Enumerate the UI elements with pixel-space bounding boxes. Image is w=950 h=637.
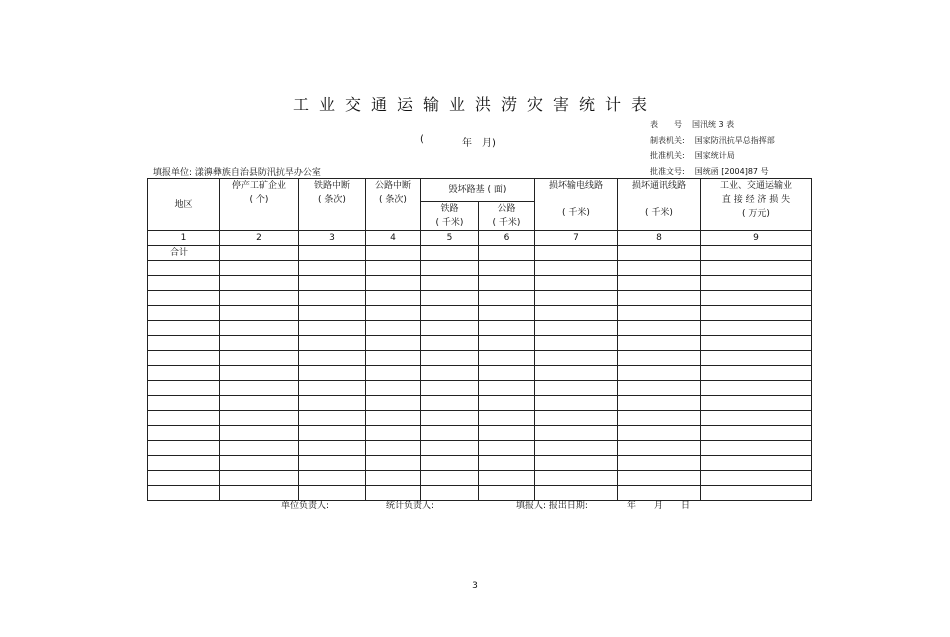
data-cell [366, 306, 421, 321]
table-row [148, 411, 812, 426]
disaster-stats-table [147, 178, 812, 501]
region-cell [148, 306, 220, 321]
data-cell [366, 441, 421, 456]
data-cell [535, 396, 618, 411]
table-row [148, 366, 812, 381]
data-cell [701, 351, 812, 366]
data-cell [366, 426, 421, 441]
data-cell [535, 336, 618, 351]
data-cell [220, 291, 299, 306]
data-cell [421, 396, 479, 411]
data-cell [366, 321, 421, 336]
table-row [148, 246, 812, 261]
data-cell [366, 261, 421, 276]
data-cell [479, 366, 535, 381]
data-cell [220, 381, 299, 396]
table-row [148, 381, 812, 396]
data-cell [366, 276, 421, 291]
header-comm-lines: 损坏通讯线路 ( 千米) [618, 179, 701, 231]
data-cell [618, 456, 701, 471]
data-cell [220, 336, 299, 351]
meta-approver: 批准机关: 国家统计局 [650, 151, 735, 160]
data-cell [479, 381, 535, 396]
data-cell [366, 246, 421, 261]
header-roadbed-rail: 铁路 ( 千米) [421, 202, 479, 231]
data-cell [220, 396, 299, 411]
header-roadbed: 毁坏路基 ( 面) [421, 179, 535, 202]
data-cell [299, 306, 366, 321]
data-cell [421, 321, 479, 336]
data-cell [535, 411, 618, 426]
data-cell [421, 246, 479, 261]
header-roadbed-road: 公路 ( 千米) [479, 202, 535, 231]
data-cell [299, 396, 366, 411]
data-cell [479, 456, 535, 471]
data-cell [366, 396, 421, 411]
region-cell [148, 336, 220, 351]
data-cell [701, 246, 812, 261]
data-cell [618, 306, 701, 321]
table-row [148, 261, 812, 276]
data-cell [421, 441, 479, 456]
data-cell [421, 336, 479, 351]
data-cell [421, 456, 479, 471]
region-cell [148, 381, 220, 396]
data-cell [366, 351, 421, 366]
data-cell [366, 471, 421, 486]
data-cell [366, 291, 421, 306]
data-cell [701, 411, 812, 426]
region-cell [148, 276, 220, 291]
data-cell [535, 321, 618, 336]
data-cell [421, 366, 479, 381]
data-cell [618, 426, 701, 441]
data-cell [701, 336, 812, 351]
data-cell [618, 276, 701, 291]
table-row [148, 321, 812, 336]
table-row [148, 426, 812, 441]
table-row [148, 306, 812, 321]
data-cell [421, 426, 479, 441]
data-cell [366, 366, 421, 381]
header-economic-loss: 工业、交通运输业 直 接 经 济 损 失 ( 万元) [701, 179, 812, 231]
data-cell [618, 261, 701, 276]
data-cell [479, 411, 535, 426]
data-cell [299, 366, 366, 381]
filler-date-label: 填报人: 报出日期: [516, 501, 588, 511]
data-cell [701, 321, 812, 336]
data-cell [535, 351, 618, 366]
data-cell [220, 471, 299, 486]
data-cell [299, 351, 366, 366]
data-cell [220, 321, 299, 336]
region-cell [148, 351, 220, 366]
data-cell [618, 321, 701, 336]
region-cell [148, 456, 220, 471]
data-cell [701, 261, 812, 276]
data-cell [701, 426, 812, 441]
data-cell [366, 336, 421, 351]
data-cell [701, 306, 812, 321]
data-cell [421, 276, 479, 291]
data-cell [220, 306, 299, 321]
table-row [148, 291, 812, 306]
header-region: 地区 [148, 179, 220, 231]
data-cell [220, 456, 299, 471]
period-month: 月) [482, 138, 496, 149]
data-cell [421, 351, 479, 366]
data-cell [535, 246, 618, 261]
region-cell [148, 411, 220, 426]
region-cell [148, 261, 220, 276]
data-cell [701, 291, 812, 306]
data-cell [701, 486, 812, 501]
data-cell [220, 246, 299, 261]
data-cell [299, 471, 366, 486]
period-open: ( [420, 134, 424, 145]
data-cell [618, 366, 701, 381]
data-cell [618, 471, 701, 486]
region-cell [148, 471, 220, 486]
data-cell [479, 276, 535, 291]
unit-head-label: 单位负责人: [281, 501, 330, 511]
data-cell [220, 426, 299, 441]
region-cell [148, 291, 220, 306]
data-cell [535, 261, 618, 276]
data-cell [220, 261, 299, 276]
data-cell [535, 366, 618, 381]
data-cell [701, 456, 812, 471]
data-cell [535, 456, 618, 471]
data-cell [479, 336, 535, 351]
data-cell [299, 246, 366, 261]
stat-head-label: 统计负责人: [386, 501, 435, 511]
data-cell [366, 411, 421, 426]
data-cell [220, 366, 299, 381]
data-cell [421, 471, 479, 486]
data-cell [535, 306, 618, 321]
region-cell [148, 441, 220, 456]
data-cell [479, 306, 535, 321]
meta-approval-number: 批准文号: 国统函 [2004]87 号 [650, 167, 769, 176]
data-cell [421, 306, 479, 321]
region-cell [148, 366, 220, 381]
table-row [148, 336, 812, 351]
data-cell [535, 471, 618, 486]
data-cell [479, 321, 535, 336]
data-cell [479, 441, 535, 456]
period-year: 年 [462, 138, 472, 149]
data-cell [535, 381, 618, 396]
data-cell [701, 441, 812, 456]
data-cell [366, 381, 421, 396]
data-cell [701, 396, 812, 411]
data-cell [220, 411, 299, 426]
data-cell [220, 441, 299, 456]
data-cell [535, 291, 618, 306]
data-cell [220, 351, 299, 366]
table-row [148, 486, 812, 501]
data-cell [618, 336, 701, 351]
data-cell [366, 456, 421, 471]
data-cell [535, 276, 618, 291]
data-cell [479, 351, 535, 366]
data-cell [618, 246, 701, 261]
region-cell [148, 486, 220, 501]
data-cell [618, 291, 701, 306]
meta-issuer: 制表机关: 国家防汛抗旱总指挥部 [650, 136, 775, 145]
date-ymd: 年 月 日 [627, 501, 691, 511]
data-cell [535, 426, 618, 441]
data-cell [618, 396, 701, 411]
table-row [148, 396, 812, 411]
data-cell [299, 426, 366, 441]
data-cell [421, 381, 479, 396]
page-title: 工业交通运输业洪涝灾害统计表 [292, 95, 657, 114]
page-number: 3 [472, 581, 478, 591]
data-cell [618, 381, 701, 396]
data-cell [299, 276, 366, 291]
data-cell [701, 276, 812, 291]
region-cell [148, 426, 220, 441]
region-cell: 合计 [148, 246, 220, 261]
data-cell [299, 336, 366, 351]
header-road-interrupt: 公路中断 ( 条次) [366, 179, 421, 231]
header-power-lines: 损坏输电线路 ( 千米) [535, 179, 618, 231]
data-cell [479, 426, 535, 441]
data-cell [299, 321, 366, 336]
data-cell [299, 456, 366, 471]
data-cell [421, 291, 479, 306]
data-cell [618, 411, 701, 426]
data-cell [701, 381, 812, 396]
table-row [148, 351, 812, 366]
region-cell [148, 321, 220, 336]
column-number-row: 1 2 3 4 5 6 7 8 9 [148, 231, 812, 246]
data-cell [479, 291, 535, 306]
data-cell [535, 441, 618, 456]
data-cell [299, 441, 366, 456]
data-cell [299, 261, 366, 276]
table-row [148, 456, 812, 471]
data-cell [479, 396, 535, 411]
region-cell [148, 396, 220, 411]
data-cell [701, 471, 812, 486]
filling-unit: 填报单位: 漾濞彝族自治县防汛抗旱办公室 [153, 168, 321, 178]
data-cell [299, 411, 366, 426]
data-cell [421, 261, 479, 276]
data-cell [479, 471, 535, 486]
table-row [148, 471, 812, 486]
data-cell [299, 291, 366, 306]
data-cell [479, 246, 535, 261]
data-cell [479, 261, 535, 276]
data-cell [618, 351, 701, 366]
header-rail-interrupt: 铁路中断 ( 条次) [299, 179, 366, 231]
table-row [148, 441, 812, 456]
data-cell [421, 411, 479, 426]
meta-form-number: 表 号 国汛统 3 表 [650, 120, 735, 129]
data-cell [618, 441, 701, 456]
table-row [148, 276, 812, 291]
data-cell [299, 381, 366, 396]
data-cell [220, 276, 299, 291]
data-cell [701, 366, 812, 381]
header-enterprises: 停产工矿企业 ( 个) [220, 179, 299, 231]
